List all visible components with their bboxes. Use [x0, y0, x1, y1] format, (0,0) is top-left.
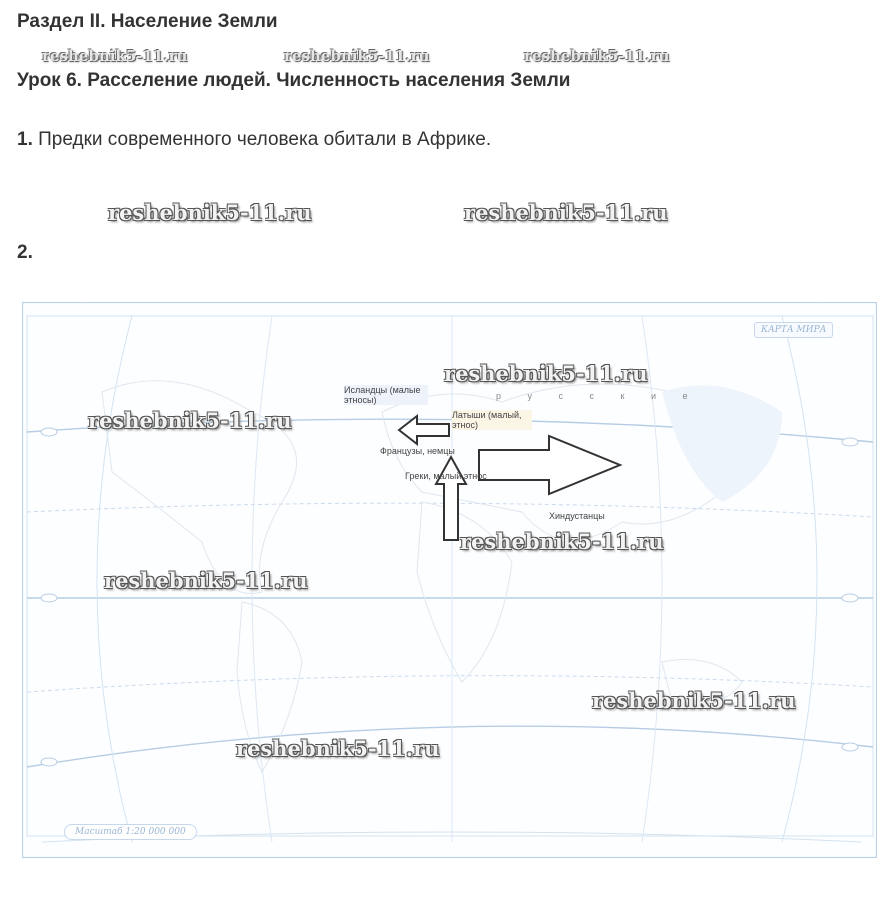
watermark: reshebnik5-11.ru: [104, 568, 308, 593]
task-2: [17, 242, 33, 264]
watermark: reshebnik5-11.ru: [444, 361, 648, 386]
scale-badge: Масштаб 1:20 000 000: [64, 824, 197, 840]
watermark: reshebnik5-11.ru: [108, 200, 312, 225]
label-latvians: Латыши (малый, этнос): [452, 410, 532, 430]
map-badge: КАРТА МИРА: [754, 322, 833, 338]
watermark: reshebnik5-11.ru: [236, 736, 440, 761]
watermark: reshebnik5-11.ru: [464, 200, 668, 225]
task-number: 1.: [17, 129, 33, 150]
watermark: reshebnik5-11.ru: [592, 688, 796, 713]
watermark: reshebnik5-11.ru: [460, 529, 664, 554]
watermark: reshebnik5-11.ru: [42, 47, 188, 65]
label-greeks: Греки, малый этнос: [405, 471, 487, 481]
watermark: reshebnik5-11.ru: [284, 47, 430, 65]
label-icelanders: Исландцы (малые этносы): [344, 385, 428, 405]
task-text: Предки современного человека обитали в Африке.: [38, 129, 492, 150]
lesson-title: Урок 6. Расселение людей. Численность населения Земли: [17, 70, 571, 91]
task-1: [17, 129, 491, 151]
label-hindustani: Хиндустанцы: [549, 511, 605, 521]
label-french-germans: Французы, немцы: [380, 446, 455, 456]
section-title: Раздел II. Население Земли: [17, 11, 278, 32]
watermark: reshebnik5-11.ru: [88, 408, 292, 433]
watermark: reshebnik5-11.ru: [524, 47, 670, 65]
task-number: 2.: [17, 242, 33, 263]
label-russkie: р у с с к и е: [496, 391, 700, 401]
